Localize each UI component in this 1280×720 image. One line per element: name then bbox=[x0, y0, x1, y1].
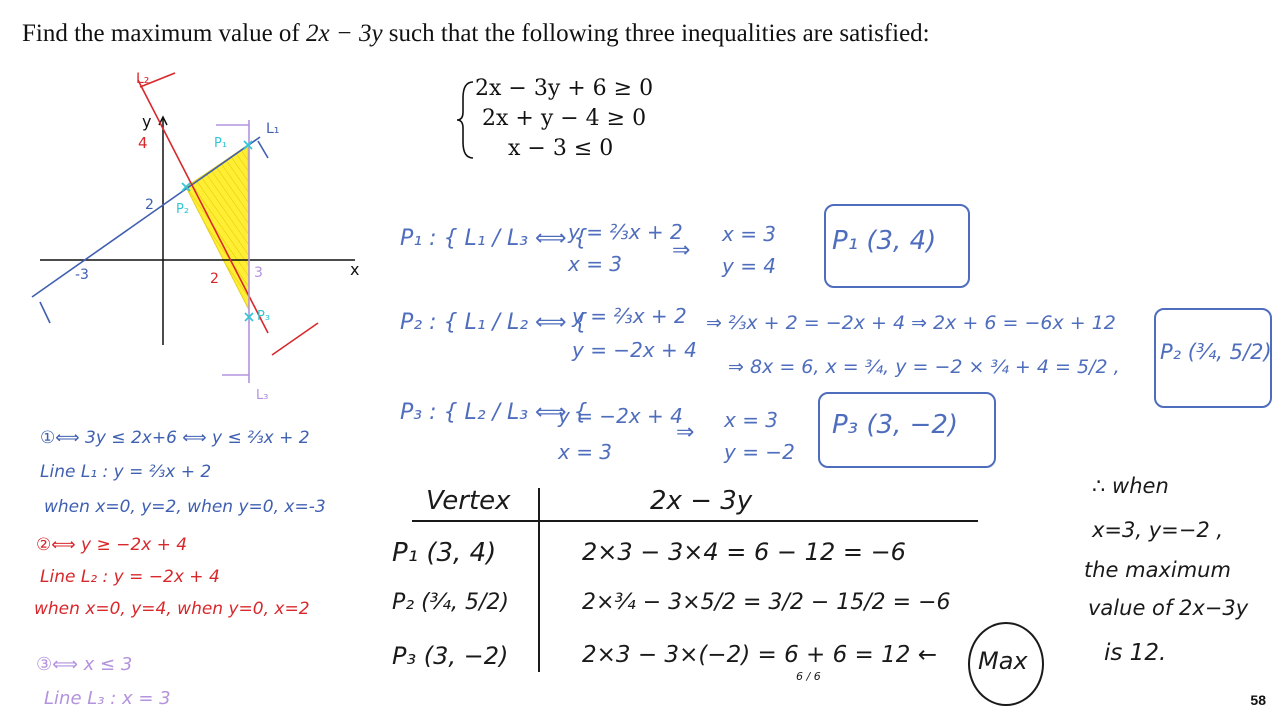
label-x-axis: x bbox=[350, 260, 360, 279]
table-row-2-calc: 2×¾ − 3×5/2 = 3/2 − 15/2 = −6 bbox=[582, 590, 951, 615]
conclusion-line-4: value of 2x−3y bbox=[1088, 596, 1249, 620]
feasible-region-graph bbox=[20, 65, 370, 410]
p2-lines: P₂ : { L₁ / L₂ ⟺ { bbox=[400, 310, 588, 335]
p2-eq2: y = −2x + 4 bbox=[572, 338, 697, 362]
title-prefix: Find the maximum value of bbox=[22, 20, 300, 47]
conclusion-line-5: is 12. bbox=[1104, 640, 1167, 666]
p2-step2: ⇒ 8x = 6, x = ¾, y = −2 × ¾ + 4 = 5/2 , bbox=[728, 356, 1120, 378]
conclusion-line-2: x=3, y=−2 , bbox=[1092, 518, 1224, 542]
p1-result: P₁ (3, 4) bbox=[832, 226, 937, 256]
p3-lines: P₃ : { L₂ / L₃ ⟺ { bbox=[400, 400, 588, 425]
note-1-inequality: ①⟺ 3y ≤ 2x+6 ⟺ y ≤ ⅔x + 2 bbox=[40, 428, 310, 448]
note-2-inequality: ②⟺ y ≥ −2x + 4 bbox=[36, 535, 188, 555]
table-header-value: 2x − 3y bbox=[650, 486, 753, 516]
title-expression: 2x − 3y bbox=[305, 20, 383, 47]
conclusion-line-1: ∴ when bbox=[1092, 474, 1169, 498]
inequality-3: x − 3 ≤ 0 bbox=[508, 136, 614, 161]
tick-x-minus3: -3 bbox=[75, 267, 89, 283]
table-row-3-mini: 6 / 6 bbox=[796, 670, 821, 683]
note-1-line: Line L₁ : y = ⅔x + 2 bbox=[40, 462, 212, 482]
label-y-axis: y bbox=[142, 112, 152, 131]
label-P2: P₂ bbox=[176, 202, 190, 217]
note-1-intercepts: when x=0, y=2, when y=0, x=-3 bbox=[44, 497, 326, 517]
p1-eq1: y = ⅔x + 2 bbox=[568, 220, 683, 244]
conclusion-line-3: the maximum bbox=[1084, 558, 1231, 582]
p1-arrow: ⇒ bbox=[672, 238, 691, 263]
inequality-1: 2x − 3y + 6 ≥ 0 bbox=[475, 76, 654, 101]
p3-arrow: ⇒ bbox=[676, 420, 695, 445]
p3-r2: y = −2 bbox=[724, 440, 795, 464]
table-row-3-vertex: P₃ (3, −2) bbox=[392, 642, 509, 670]
p1-eq2: x = 3 bbox=[568, 252, 623, 276]
note-2-line: Line L₂ : y = −2x + 4 bbox=[40, 567, 220, 587]
label-L1: L₁ bbox=[266, 121, 280, 137]
tick-y-4: 4 bbox=[138, 134, 148, 152]
label-P1: P₁ bbox=[214, 136, 228, 151]
note-2-intercepts: when x=0, y=4, when y=0, x=2 bbox=[34, 599, 310, 619]
max-label: Max bbox=[978, 647, 1028, 675]
p3-result: P₃ (3, −2) bbox=[832, 410, 959, 440]
note-3-line: Line L₃ : x = 3 bbox=[44, 688, 171, 709]
title-suffix: such that the following three inequalities are satisfied: bbox=[388, 20, 930, 47]
p1-r2: y = 4 bbox=[722, 254, 777, 278]
note-3-inequality: ③⟺ x ≤ 3 bbox=[36, 654, 133, 675]
p3-r1: x = 3 bbox=[724, 408, 779, 432]
p3-eq2: x = 3 bbox=[558, 440, 613, 464]
tick-y-2: 2 bbox=[145, 197, 154, 213]
table-column-rule bbox=[538, 488, 540, 672]
table-header-vertex: Vertex bbox=[426, 486, 511, 516]
inequality-2: 2x + y − 4 ≥ 0 bbox=[482, 106, 647, 131]
problem-title bbox=[22, 20, 930, 48]
p2-eq1: y = ⅔x + 2 bbox=[572, 304, 687, 328]
table-row-3-calc: 2×3 − 3×(−2) = 6 + 6 = 12 ← bbox=[582, 642, 937, 668]
label-L2: L₂ bbox=[136, 71, 150, 87]
page-number: 58 bbox=[1250, 692, 1266, 708]
p2-result: P₂ (¾, 5/2) bbox=[1160, 340, 1272, 364]
p1-r1: x = 3 bbox=[722, 222, 777, 246]
p2-step: ⇒ ⅔x + 2 = −2x + 4 ⇒ 2x + 6 = −6x + 12 bbox=[706, 312, 1116, 334]
system-brace bbox=[455, 78, 477, 162]
table-row-1-vertex: P₁ (3, 4) bbox=[392, 538, 497, 568]
p3-eq1: y = −2x + 4 bbox=[558, 404, 683, 428]
table-row-2-vertex: P₂ (¾, 5/2) bbox=[392, 590, 509, 615]
tick-x-2: 2 bbox=[210, 271, 219, 287]
label-L3: L₃ bbox=[256, 388, 269, 403]
table-header-rule bbox=[412, 520, 978, 522]
p1-lines: P₁ : { L₁ / L₃ ⟺ { bbox=[400, 226, 588, 251]
label-P3: P₃ bbox=[257, 309, 271, 324]
table-row-1-calc: 2×3 − 3×4 = 6 − 12 = −6 bbox=[582, 538, 906, 566]
tick-x-3: 3 bbox=[254, 265, 263, 281]
